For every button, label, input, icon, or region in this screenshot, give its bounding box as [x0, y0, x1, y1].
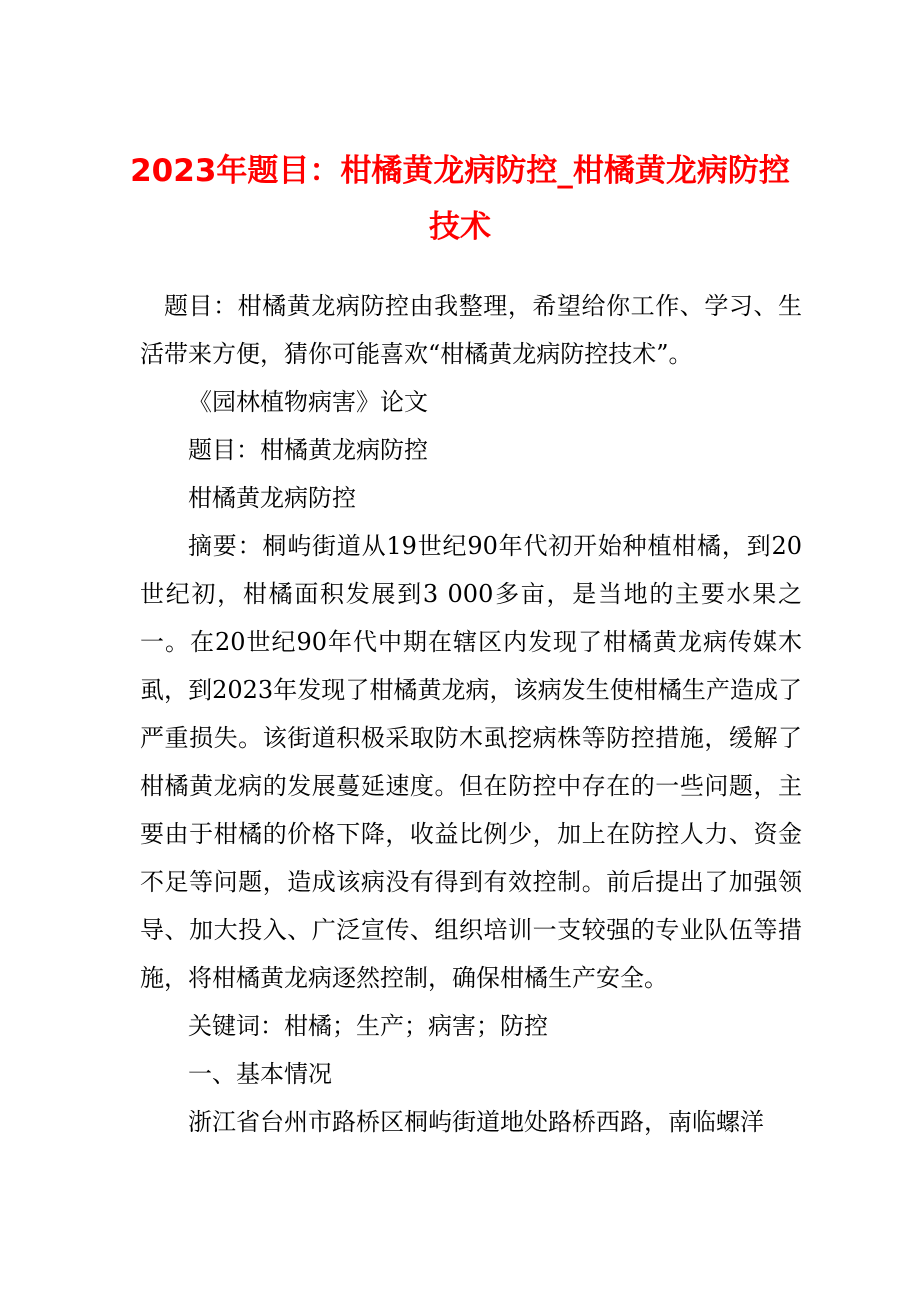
document-body: [140, 282, 802, 1146]
subtitle-line: 柑橘黄龙病防控: [188, 484, 356, 512]
document-title: 2023年题目：柑橘黄龙病防控_柑橘黄龙病防控技术: [130, 153, 790, 245]
abstract-paragraph: 摘要：桐屿街道从19世纪90年代初开始种植柑橘，到20世纪初，柑橘面积发展到3 000多亩，是当地的主要水果之一。在20世纪90年代中期在辖区内发现了柑橘黄龙病传媒木虱，到2023年发现了柑橘黄龙病，该病发生使柑橘生产造成了严重损失。该街道积极采取防木虱挖病株等防控措施，缓解了柑橘黄龙病的发展蔓延速度。但在防控中存在的一些问题，主要由于柑橘的价格下降，收益比例少，加上在防控人力、资金不足等问题，造成该病没有得到有效控制。前后提出了加强领导、加大投入、广泛宣传、组织培训一支较强的专业队伍等措施，将柑橘黄龙病逐然控制，确保柑橘生产安全。: [140, 532, 802, 992]
intro-paragraph: 题目：柑橘黄龙病防控由我整理，希望给你工作、学习、生活带来方便，猜你可能喜欢“柑橘黄龙病防控技术”。: [140, 292, 802, 368]
paper-type-line: 《园林植物病害》论文: [188, 388, 428, 416]
section-heading: 一、基本情况: [188, 1060, 332, 1088]
section-paragraph: 浙江省台州市路桥区桐屿街道地处路桥西路，南临螺洋: [188, 1108, 764, 1136]
topic-line: 题目：柑橘黄龙病防控: [188, 436, 428, 464]
keywords-line: 关键词：柑橘；生产；病害；防控: [188, 1012, 548, 1040]
